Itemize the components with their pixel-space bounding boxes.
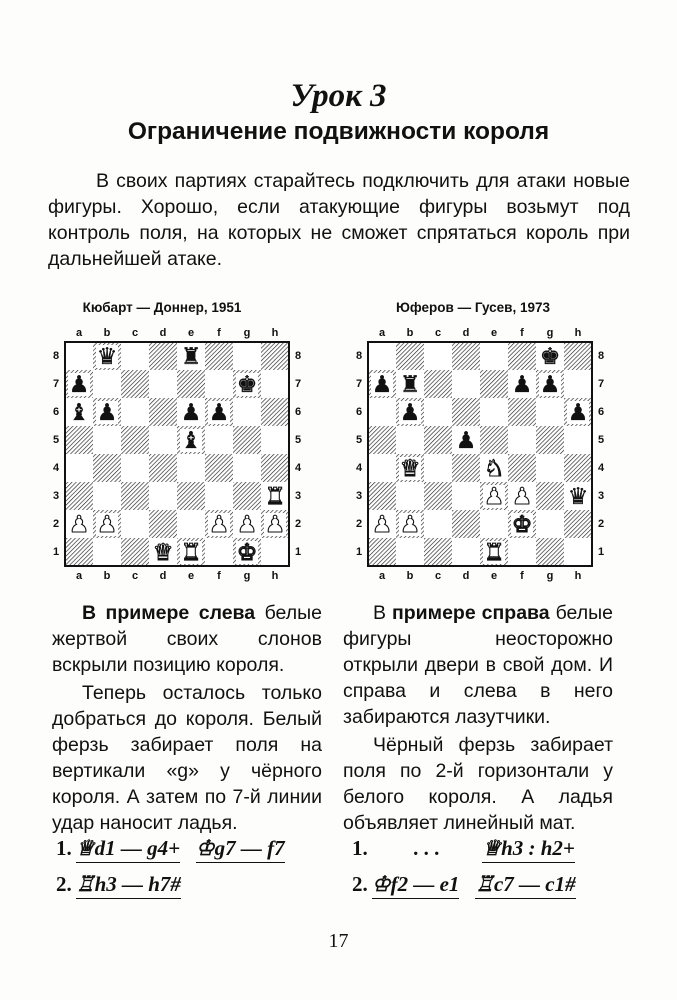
- rook-icon: ♖: [475, 872, 494, 896]
- board-square: [564, 454, 592, 482]
- rank-label: 6: [597, 406, 605, 418]
- svg-text:♚: ♚: [236, 540, 258, 566]
- file-label: h: [271, 327, 279, 339]
- board-square: [480, 398, 508, 426]
- white-pawn-icon: [371, 512, 393, 538]
- board-square: [261, 426, 289, 454]
- file-label: f: [520, 327, 524, 339]
- right-game-caption: Юферов — Гусев, 1973: [395, 300, 551, 315]
- white-rook-icon: [180, 540, 202, 566]
- page-number: 17: [328, 930, 349, 952]
- svg-text:♟: ♟: [96, 512, 118, 538]
- move-number: 1.: [56, 836, 72, 860]
- board-square: [149, 454, 177, 482]
- board-square: [205, 538, 233, 566]
- white-rook-icon: [264, 484, 286, 510]
- file-label: d: [462, 570, 470, 582]
- svg-text:♞: ♞: [483, 456, 505, 482]
- board-square: [205, 426, 233, 454]
- black-pawn-icon: [539, 372, 561, 398]
- board-square: [452, 398, 480, 426]
- svg-text:♟: ♟: [371, 512, 393, 538]
- board-square: [536, 510, 564, 538]
- svg-text:♟: ♟: [483, 484, 505, 510]
- move-notation: g7 — f7: [214, 836, 285, 860]
- board-square: [508, 538, 536, 566]
- file-label: a: [75, 570, 83, 582]
- rank-label: 1: [294, 546, 302, 558]
- rank-label: 1: [52, 546, 60, 558]
- board-square: [424, 454, 452, 482]
- black-bishop-icon: [68, 400, 90, 426]
- board-square: [149, 510, 177, 538]
- file-label: d: [462, 327, 470, 339]
- rank-label: 5: [355, 434, 363, 446]
- board-square: [121, 510, 149, 538]
- rank-label: 2: [355, 518, 363, 530]
- file-label: g: [243, 570, 251, 582]
- svg-text:♝: ♝: [180, 428, 202, 454]
- file-label: b: [406, 327, 414, 339]
- black-pawn-icon: [511, 372, 533, 398]
- board-square: [261, 454, 289, 482]
- rank-label: 5: [294, 434, 302, 446]
- svg-text:♟: ♟: [511, 484, 533, 510]
- svg-text:♟: ♟: [371, 372, 393, 398]
- board-square: [480, 370, 508, 398]
- board-square: [93, 538, 121, 566]
- svg-text:♛: ♛: [399, 456, 421, 482]
- black-king-icon: [539, 344, 561, 370]
- board-square: [368, 538, 396, 566]
- board-square: [368, 454, 396, 482]
- white-pawn-icon: [236, 512, 258, 538]
- file-label: h: [271, 570, 279, 582]
- board-square: [121, 426, 149, 454]
- move-notation: f2 — e1: [390, 872, 460, 896]
- svg-text:♟: ♟: [567, 400, 589, 426]
- black-pawn-icon: [567, 400, 589, 426]
- board-square: [261, 538, 289, 566]
- intro-paragraph: В своих партиях старайтесь подключить для атаки новые фигуры. Хорошо, если атакующие фигуры возьмут под контроль поля, на которых не сможет спрятаться король при дальнейшей атаке.: [48, 170, 630, 270]
- rank-label: 3: [52, 490, 60, 502]
- move-number: 2.: [56, 872, 72, 896]
- rank-label: 8: [294, 350, 302, 362]
- left-paragraph-1: белые жертвой своих слонов вскрыли позицию короля.: [52, 602, 322, 676]
- board-square: [177, 482, 205, 510]
- board-square: [205, 342, 233, 370]
- rank-label: 3: [597, 490, 605, 502]
- board-square: [368, 342, 396, 370]
- move-number: 1.: [352, 836, 368, 860]
- black-queen-icon: [96, 344, 118, 370]
- board-square: [177, 454, 205, 482]
- board-square: [424, 538, 452, 566]
- svg-text:♟: ♟: [455, 428, 477, 454]
- board-square: [65, 342, 93, 370]
- white-pawn-icon: [208, 512, 230, 538]
- board-square: [93, 370, 121, 398]
- board-square: [424, 342, 452, 370]
- lesson-subtitle: Ограничение подвижности короля: [127, 118, 550, 145]
- rank-label: 2: [597, 518, 605, 530]
- queen-icon: ♕: [75, 836, 95, 860]
- board-square: [452, 454, 480, 482]
- move-notation: c7 — c1#: [493, 872, 576, 896]
- board-square: [396, 482, 424, 510]
- file-label: c: [131, 570, 139, 582]
- left-paragraph-2: Теперь осталось только добраться до короля. Белый ферзь забирает поля на вертикали «g» у чёрного короля. А затем по 7-й линии удар наносит ладья.: [52, 682, 322, 834]
- svg-text:♚: ♚: [236, 372, 258, 398]
- right-paragraph-1: белые фигуры неосторожно открыли двери в свой дом. И справа и слева в него забираются лазутчики.: [343, 602, 613, 728]
- board-square: [508, 454, 536, 482]
- black-pawn-icon: [96, 400, 118, 426]
- board-square: [480, 510, 508, 538]
- svg-text:♛: ♛: [152, 540, 174, 566]
- black-rook-icon: [399, 372, 421, 398]
- king-icon: ♔: [195, 836, 215, 860]
- rank-label: 6: [355, 406, 363, 418]
- board-square: [536, 454, 564, 482]
- board-square: [121, 454, 149, 482]
- right-paragraph-lead: В: [373, 602, 392, 624]
- white-knight-icon: [483, 456, 505, 482]
- black-pawn-icon: [399, 400, 421, 426]
- move-number: 2.: [352, 872, 368, 896]
- board-square: [368, 482, 396, 510]
- board-square: [564, 538, 592, 566]
- svg-text:♚: ♚: [539, 344, 561, 370]
- rank-label: 7: [294, 378, 302, 390]
- move-notation: d1 — g4+: [94, 836, 181, 860]
- white-pawn-icon: [264, 512, 286, 538]
- svg-text:♜: ♜: [180, 344, 202, 370]
- file-label: c: [434, 327, 442, 339]
- file-label: a: [378, 570, 386, 582]
- file-label: b: [103, 327, 111, 339]
- board-square: [149, 398, 177, 426]
- white-king-icon: [511, 512, 533, 538]
- svg-text:♟: ♟: [399, 512, 421, 538]
- svg-text:♚: ♚: [511, 512, 533, 538]
- board-square: [536, 426, 564, 454]
- black-rook-icon: [180, 344, 202, 370]
- board-square: [368, 426, 396, 454]
- right-chess-diagram: [348, 322, 613, 582]
- board-square: [121, 398, 149, 426]
- svg-text:♟: ♟: [68, 372, 90, 398]
- left-explanation: [52, 600, 322, 838]
- board-square: [121, 342, 149, 370]
- rank-label: 2: [294, 518, 302, 530]
- rank-label: 3: [355, 490, 363, 502]
- board-square: [452, 482, 480, 510]
- board-square: [480, 342, 508, 370]
- file-label: e: [490, 327, 498, 339]
- board-square: [177, 370, 205, 398]
- board-square: [205, 370, 233, 398]
- rank-label: 1: [355, 546, 363, 558]
- board-square: [205, 482, 233, 510]
- svg-text:♟: ♟: [208, 400, 230, 426]
- file-label: g: [546, 327, 554, 339]
- svg-text:♟: ♟: [208, 512, 230, 538]
- board-square: [424, 510, 452, 538]
- move-notation: h3 — h7#: [94, 872, 181, 896]
- board-square: [149, 342, 177, 370]
- file-label: b: [103, 570, 111, 582]
- board-square: [452, 370, 480, 398]
- file-label: c: [434, 570, 442, 582]
- right-move-line-2: [352, 872, 576, 899]
- black-queen-icon: [567, 484, 589, 510]
- rank-label: 4: [597, 462, 605, 474]
- board-square: [121, 482, 149, 510]
- board-square: [424, 426, 452, 454]
- board-square: [93, 426, 121, 454]
- board-square: [564, 370, 592, 398]
- svg-text:♝: ♝: [68, 400, 90, 426]
- board-square: [149, 482, 177, 510]
- king-icon: ♔: [371, 872, 391, 896]
- white-queen-icon: [399, 456, 421, 482]
- svg-text:♛: ♛: [567, 484, 589, 510]
- board-square: [233, 454, 261, 482]
- board-square: [536, 482, 564, 510]
- rank-label: 8: [597, 350, 605, 362]
- right-move-line-1: [352, 836, 575, 863]
- board-square: [233, 398, 261, 426]
- black-bishop-icon: [180, 428, 202, 454]
- board-square: [93, 454, 121, 482]
- board-square: [424, 370, 452, 398]
- board-square: [177, 510, 205, 538]
- board-square: [564, 510, 592, 538]
- board-square: [65, 538, 93, 566]
- file-label: h: [574, 570, 582, 582]
- rank-label: 7: [355, 378, 363, 390]
- board-square: [396, 426, 424, 454]
- left-game-caption: Кюбарт — Доннер, 1951: [82, 300, 242, 315]
- move-notation: h3 : h2+: [501, 836, 575, 860]
- rank-label: 8: [52, 350, 60, 362]
- move-ellipsis: . . .: [413, 836, 441, 860]
- rank-label: 4: [294, 462, 302, 474]
- board-square: [368, 398, 396, 426]
- board-square: [508, 398, 536, 426]
- board-square: [564, 426, 592, 454]
- board-square: [205, 454, 233, 482]
- file-label: b: [406, 570, 414, 582]
- file-label: g: [243, 327, 251, 339]
- board-square: [536, 398, 564, 426]
- svg-text:♟: ♟: [511, 372, 533, 398]
- rank-label: 2: [52, 518, 60, 530]
- file-label: e: [490, 570, 498, 582]
- rank-label: 1: [597, 546, 605, 558]
- left-example-label: В примере слева: [82, 602, 256, 624]
- right-explanation: [343, 600, 613, 838]
- right-example-label: примере справа: [391, 602, 550, 624]
- svg-text:♟: ♟: [236, 512, 258, 538]
- board-square: [149, 426, 177, 454]
- left-move-line-1: [56, 836, 285, 863]
- board-square: [536, 538, 564, 566]
- file-label: e: [187, 327, 195, 339]
- board-square: [396, 538, 424, 566]
- svg-text:♟: ♟: [68, 512, 90, 538]
- left-chess-diagram: [45, 322, 310, 582]
- queen-icon: ♕: [482, 836, 502, 860]
- board-square: [121, 370, 149, 398]
- rank-label: 4: [355, 462, 363, 474]
- board-square: [452, 538, 480, 566]
- board-square: [261, 370, 289, 398]
- svg-text:♜: ♜: [483, 540, 505, 566]
- lesson-title: Урок 3: [290, 78, 387, 114]
- file-label: h: [574, 327, 582, 339]
- rank-label: 7: [52, 378, 60, 390]
- board-square: [452, 342, 480, 370]
- board-square: [452, 510, 480, 538]
- svg-text:♜: ♜: [399, 372, 421, 398]
- board-square: [93, 482, 121, 510]
- board-square: [564, 342, 592, 370]
- board-square: [508, 342, 536, 370]
- file-label: d: [159, 570, 167, 582]
- rank-label: 7: [597, 378, 605, 390]
- white-pawn-icon: [96, 512, 118, 538]
- rank-label: 4: [52, 462, 60, 474]
- board-square: [508, 426, 536, 454]
- black-pawn-icon: [208, 400, 230, 426]
- rook-icon: ♖: [75, 872, 95, 896]
- file-label: a: [378, 327, 386, 339]
- file-label: g: [546, 570, 554, 582]
- board-square: [233, 342, 261, 370]
- svg-text:♛: ♛: [96, 344, 118, 370]
- rank-label: 8: [355, 350, 363, 362]
- white-pawn-icon: [483, 484, 505, 510]
- board-square: [424, 482, 452, 510]
- board-square: [480, 426, 508, 454]
- svg-text:♟: ♟: [539, 372, 561, 398]
- white-king-icon: [236, 540, 258, 566]
- file-label: f: [217, 327, 221, 339]
- white-pawn-icon: [399, 512, 421, 538]
- black-king-icon: [236, 372, 258, 398]
- file-label: e: [187, 570, 195, 582]
- black-pawn-icon: [180, 400, 202, 426]
- svg-text:♟: ♟: [399, 400, 421, 426]
- white-queen-icon: [152, 540, 174, 566]
- board-square: [65, 426, 93, 454]
- file-label: a: [75, 327, 83, 339]
- rank-label: 5: [597, 434, 605, 446]
- rank-label: 6: [52, 406, 60, 418]
- white-pawn-icon: [68, 512, 90, 538]
- board-square: [65, 482, 93, 510]
- board-square: [396, 342, 424, 370]
- rank-label: 3: [294, 490, 302, 502]
- rank-label: 6: [294, 406, 302, 418]
- white-pawn-icon: [511, 484, 533, 510]
- file-label: c: [131, 327, 139, 339]
- black-pawn-icon: [68, 372, 90, 398]
- board-square: [233, 482, 261, 510]
- rank-label: 5: [52, 434, 60, 446]
- svg-text:♟: ♟: [180, 400, 202, 426]
- board-square: [424, 398, 452, 426]
- file-label: f: [217, 570, 221, 582]
- svg-text:♟: ♟: [96, 400, 118, 426]
- board-square: [121, 538, 149, 566]
- board-square: [261, 398, 289, 426]
- black-pawn-icon: [455, 428, 477, 454]
- svg-text:♟: ♟: [264, 512, 286, 538]
- board-square: [261, 342, 289, 370]
- right-paragraph-2: Чёрный ферзь забирает поля по 2-й горизонтали у белого короля. А ладья объявляет линейный мат.: [343, 734, 613, 834]
- svg-text:♜: ♜: [264, 484, 286, 510]
- board-square: [233, 426, 261, 454]
- file-label: f: [520, 570, 524, 582]
- svg-text:♜: ♜: [180, 540, 202, 566]
- file-label: d: [159, 327, 167, 339]
- board-square: [65, 454, 93, 482]
- board-square: [149, 370, 177, 398]
- black-pawn-icon: [371, 372, 393, 398]
- white-rook-icon: [483, 540, 505, 566]
- left-move-line-2: [56, 872, 181, 899]
